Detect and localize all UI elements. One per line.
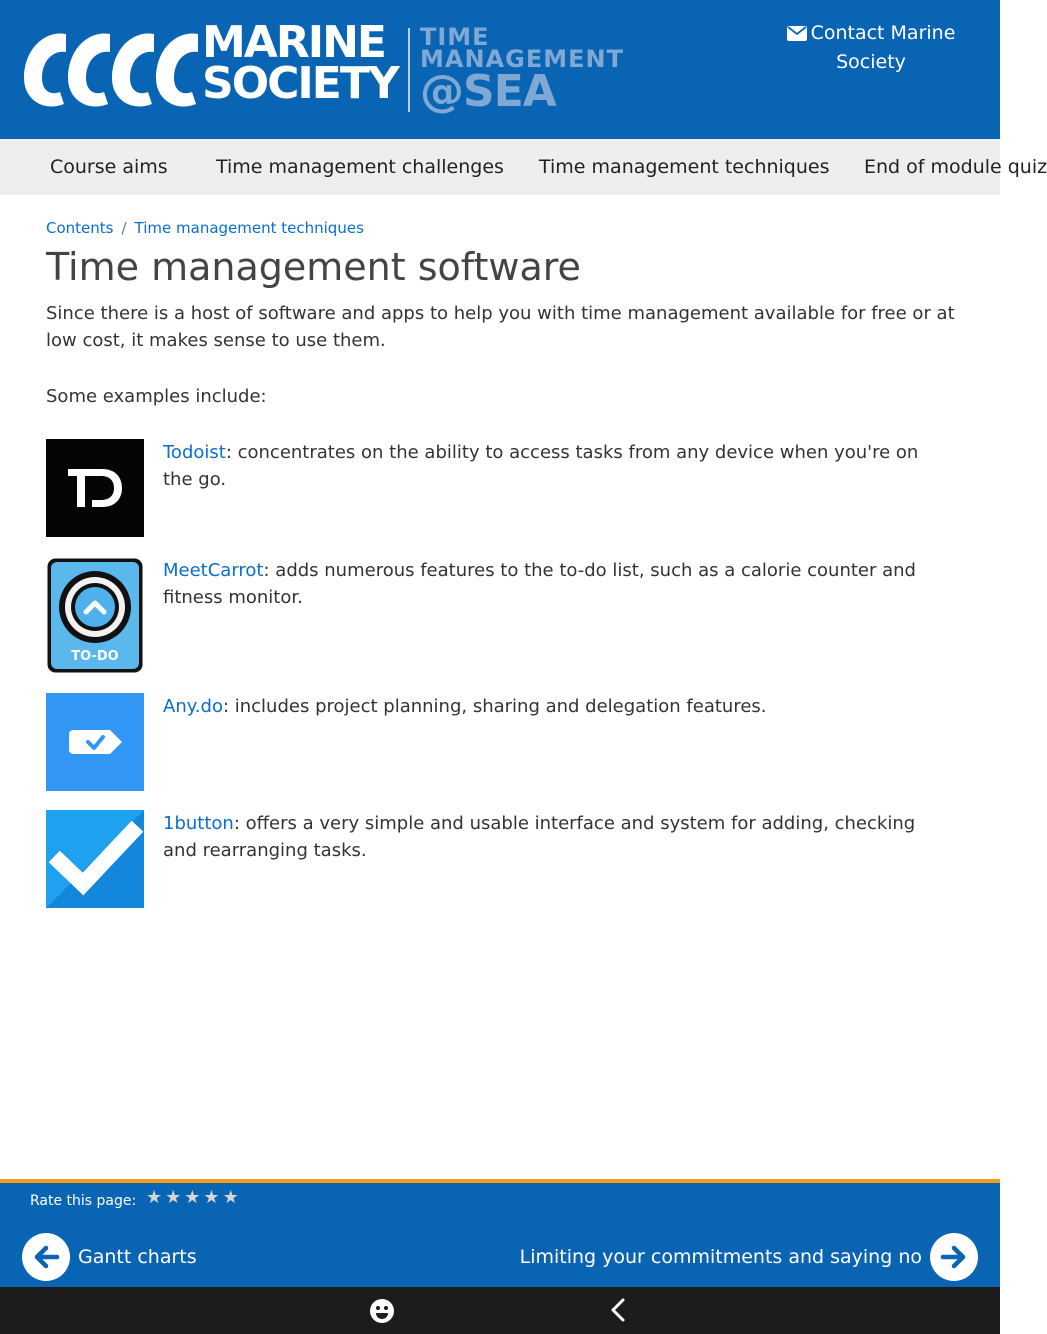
meetcarrot-description: : adds numerous features to the to-do list, such as a calorie counter and fitness monitor. [163, 560, 916, 608]
arrow-left-icon [22, 1233, 70, 1281]
anydo-logo-icon [46, 693, 144, 795]
1button-description: : offers a very simple and usable interface and system for adding, checking and rearranging tasks. [163, 813, 916, 861]
contact-link[interactable] [780, 20, 962, 76]
previous-page-label: Gantt charts [78, 1246, 197, 1268]
todoist-link[interactable]: Todoist [163, 442, 226, 463]
contact-label: Contact Marine Society [810, 22, 956, 73]
1button-logo-icon [46, 810, 144, 912]
logo-sub-management: MANAGEMENT [420, 45, 624, 73]
star-icon[interactable]: ★ [222, 1187, 239, 1208]
intro-paragraph: Since there is a host of software and apps to help you with time management available for free or at low cost, it makes sense to use them. [46, 303, 955, 351]
rate-label: Rate this page: [30, 1193, 137, 1209]
back-chevron-icon[interactable] [604, 1296, 632, 1324]
todoist-description: : concentrates on the ability to access tasks from any device when you're on the go. [163, 442, 919, 490]
main-nav [0, 139, 1047, 195]
app-description [163, 693, 953, 720]
nav-item-course-aims[interactable]: Course aims [50, 156, 168, 178]
logo-subbrand [420, 23, 624, 117]
system-navigation-bar [0, 1287, 1000, 1334]
logo-sub-time: TIME [420, 23, 490, 51]
waves-logo-icon [20, 22, 200, 114]
envelope-icon [787, 22, 807, 49]
nav-item-challenges[interactable]: Time management challenges [216, 156, 504, 178]
star-icon[interactable]: ★ [146, 1187, 163, 1208]
breadcrumb-techniques[interactable]: Time management techniques [134, 219, 364, 237]
nav-item-techniques[interactable]: Time management techniques [539, 156, 830, 178]
main-content [46, 218, 956, 410]
logo-line-society: SOCIETY [202, 58, 398, 109]
app-description [163, 810, 953, 864]
logo-sub-at-sea: @SEA [420, 66, 556, 117]
carrot-icon-caption: TO-DO [71, 649, 119, 664]
examples-heading: Some examples include: [46, 386, 267, 407]
1button-link[interactable]: 1button [163, 813, 234, 834]
rating-stars [146, 1188, 242, 1208]
arrow-right-icon [930, 1233, 978, 1281]
carrot-todo-logo-icon [46, 557, 144, 678]
app-description [163, 557, 953, 611]
todoist-logo-icon [46, 439, 144, 541]
star-icon[interactable]: ★ [184, 1187, 201, 1208]
footer [0, 1179, 1000, 1287]
home-face-icon[interactable] [368, 1297, 396, 1325]
next-page-link[interactable] [520, 1232, 978, 1282]
header [0, 0, 1000, 139]
next-page-label: Limiting your commitments and saying no [519, 1246, 922, 1268]
previous-page-link[interactable] [22, 1232, 197, 1282]
logo-line-marine: MARINE [202, 17, 385, 68]
star-icon[interactable]: ★ [203, 1187, 220, 1208]
app-description [163, 439, 953, 493]
page-title: Time management software [46, 245, 581, 289]
breadcrumb-separator: / [121, 219, 127, 237]
marine-society-logo[interactable] [20, 17, 624, 117]
logo-wordmark [202, 17, 398, 109]
meetcarrot-link[interactable]: MeetCarrot [163, 560, 264, 581]
nav-item-end-quiz[interactable]: End of module quiz [864, 156, 1047, 178]
anydo-link[interactable]: Any.do [163, 696, 223, 717]
breadcrumb-contents[interactable]: Contents [46, 219, 114, 237]
star-icon[interactable]: ★ [165, 1187, 182, 1208]
breadcrumb [46, 218, 956, 238]
logo-divider [408, 28, 410, 112]
anydo-description: : includes project planning, sharing and delegation features. [222, 696, 767, 717]
